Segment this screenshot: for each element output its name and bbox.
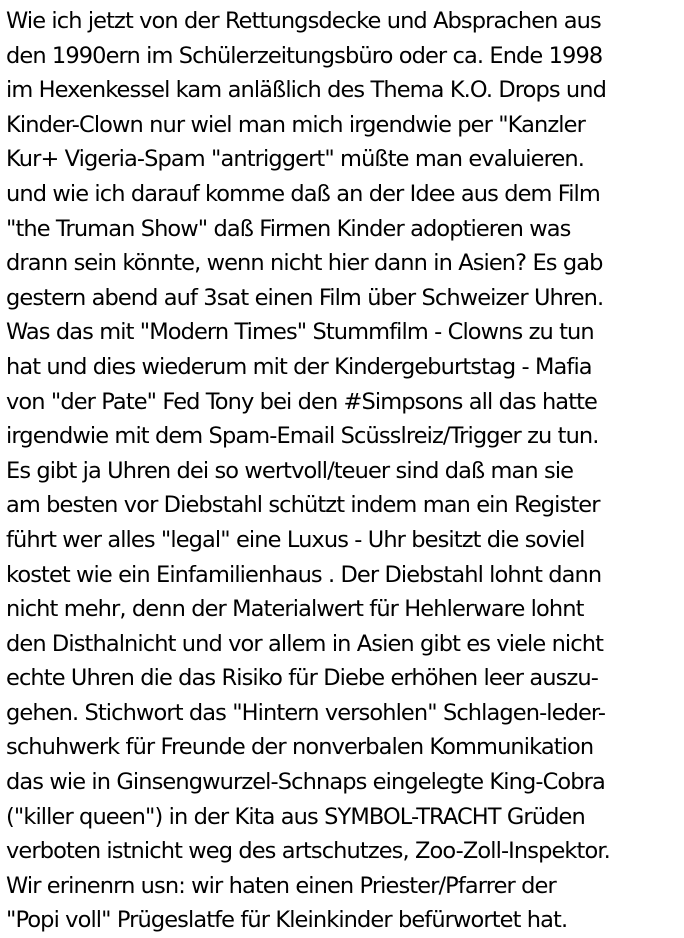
text-line: Was das mit "Modern Times" Stummfilm - Clowns zu tun [6,319,594,346]
text-line: irgendwie mit dem Spam-Email Scüsslreiz/Trigger zu tun. [6,423,599,450]
text-line: "Popi voll" Prügeslatfe für Kleinkinder befürwortet hat. [6,907,568,934]
text-line: den 1990ern im Schülerzeitungsbüro oder ca. Ende 1998 [6,42,603,69]
text-line: von "der Pate" Fed Tony bei den #Simpsons all das hatte [6,388,597,415]
text-line: Kur+ Vigeria-Spam "antriggert" müßte man evaluieren. [6,146,585,173]
text-line: Wir erinenrn usn: wir haten einen Priester/Pfarrer der [6,872,556,899]
text-line: hat und dies wiederum mit der Kindergeburtstag - Mafia [6,353,592,380]
text-line: Es gibt ja Uhren dei so wertvoll/teuer sind daß man sie [6,457,574,484]
text-line: "the Truman Show" daß Firmen Kinder adoptieren was [6,215,571,242]
text-line: den Disthalnicht und vor allem in Asien gibt es viele nicht [6,630,604,657]
text-line: schuhwerk für Freunde der nonverbalen Kommunikation [6,734,594,761]
text-line: drann sein könnte, wenn nicht hier dann in Asien? Es gab [6,250,603,277]
text-line: das wie in Ginsengwurzel-Schnaps eingelegte King-Cobra [6,769,605,796]
text-line: und wie ich darauf komme daß an der Idee aus dem Film [6,180,600,207]
text-line: führt wer alles "legal" eine Luxus - Uhr besitzt die soviel [6,526,585,553]
text-line: gehen. Stichwort das "Hintern versohlen" Schlagen-leder- [6,699,606,726]
text-line: Kinder-Clown nur wiel man mich irgendwie per "Kanzler [6,111,585,138]
text-line: echte Uhren die das Risiko für Diebe erhöhen leer auszu- [6,665,598,692]
text-line: verboten istnicht weg des artschutzes, Zoo-Zoll-Inspektor. [6,838,610,865]
text-line: gestern abend auf 3sat einen Film über Schweizer Uhren. [6,284,604,311]
text-line: nicht mehr, denn der Materialwert für Hehlerware lohnt [6,596,584,623]
document-text [6,4,682,938]
text-line: im Hexenkessel kam anläßlich des Thema K.O. Drops und [6,77,607,104]
text-line: kostet wie ein Einfamilienhaus . Der Diebstahl lohnt dann [6,561,602,588]
text-line: Wie ich jetzt von der Rettungsdecke und Absprachen aus [6,8,601,34]
text-line: ("killer queen") in der Kita aus SYMBOL-TRACHT Grüden [6,803,585,830]
text-line: am besten vor Diebstahl schützt indem man ein Register [6,492,600,519]
